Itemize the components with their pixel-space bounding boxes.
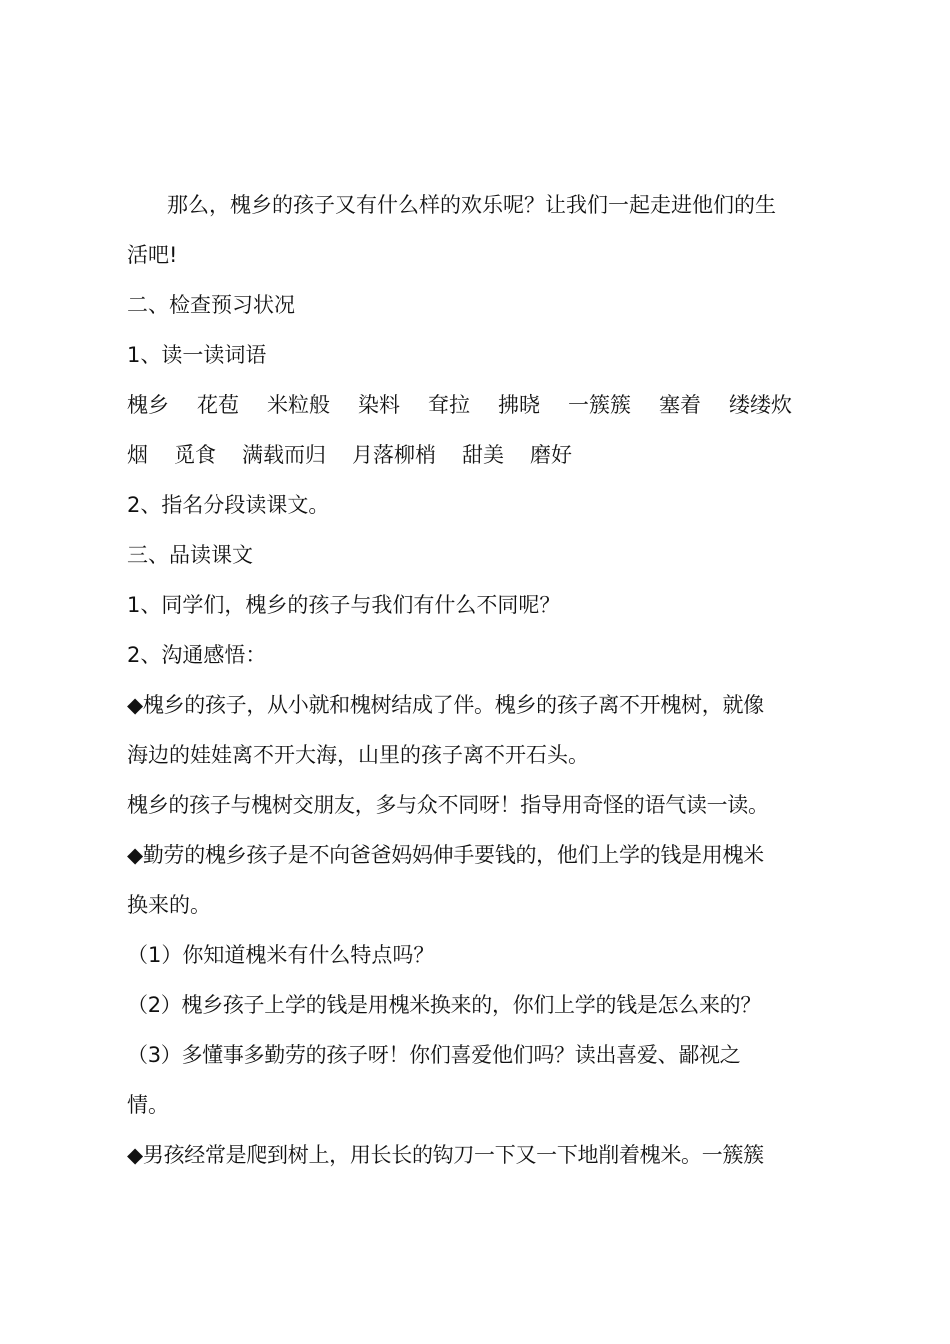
bullet-1-line-3: 槐乡的孩子与槐树交朋友，多与众不同呀！指导用奇怪的语气读一读。 bbox=[127, 793, 769, 817]
vocab-term: 月落柳梢 bbox=[352, 443, 436, 467]
paragraph-intro-line-2: 活吧! bbox=[127, 243, 178, 267]
bullet-1-line-2: 海边的娃娃离不开大海，山里的孩子离不开石头。 bbox=[127, 743, 589, 767]
sub-question-3-line-1: （3）多懂事多勤劳的孩子呀！你们喜爱他们吗？读出喜爱、鄙视之 bbox=[127, 1043, 741, 1067]
vocab-term: 花苞 bbox=[197, 393, 239, 417]
bullet-2-line-2: 换来的。 bbox=[127, 893, 211, 917]
step-1-heading: 1、读一读词语 bbox=[127, 343, 267, 367]
vocab-term: 一簇簇 bbox=[568, 393, 631, 417]
sub-question-3-line-2: 情。 bbox=[127, 1093, 169, 1117]
vocab-term: 拂晓 bbox=[498, 393, 540, 417]
vocab-term: 耷拉 bbox=[428, 393, 470, 417]
bullet-3-line-1: ◆男孩经常是爬到树上，用长长的钩刀一下又一下地削着槐米。一簇簇 bbox=[127, 1143, 764, 1167]
vocab-term: 槐乡 bbox=[127, 393, 169, 417]
vocabulary-row-2 bbox=[127, 430, 833, 480]
vocab-term: 满载而归 bbox=[242, 443, 326, 467]
section-heading-2: 二、检查预习状况 bbox=[127, 293, 295, 317]
vocab-term: 塞着 bbox=[659, 393, 701, 417]
vocabulary-row-1 bbox=[127, 380, 833, 430]
question-2: 2、沟通感悟： bbox=[127, 643, 267, 667]
bullet-1-line-1: ◆槐乡的孩子，从小就和槐树结成了伴。槐乡的孩子离不开槐树，就像 bbox=[127, 693, 764, 717]
document-body bbox=[127, 180, 833, 1180]
section-heading-3: 三、品读课文 bbox=[127, 543, 253, 567]
vocab-term: 甜美 bbox=[462, 443, 504, 467]
paragraph-intro-line-1: 那么，槐乡的孩子又有什么样的欢乐呢？让我们一起走进他们的生 bbox=[167, 193, 776, 217]
vocab-term: 磨好 bbox=[530, 443, 572, 467]
vocab-term: 米粒般 bbox=[267, 393, 330, 417]
vocab-term: 觅食 bbox=[174, 443, 216, 467]
vocab-term: 染料 bbox=[358, 393, 400, 417]
step-2-heading: 2、指名分段读课文。 bbox=[127, 493, 330, 517]
vocab-term: 缕缕炊 bbox=[729, 393, 792, 417]
sub-question-1: （1）你知道槐米有什么特点吗？ bbox=[127, 943, 435, 967]
vocab-term: 烟 bbox=[127, 443, 148, 467]
sub-question-2: （2）槐乡孩子上学的钱是用槐米换来的，你们上学的钱是怎么来的？ bbox=[127, 993, 762, 1017]
bullet-2-line-1: ◆勤劳的槐乡孩子是不向爸爸妈妈伸手要钱的，他们上学的钱是用槐米 bbox=[127, 843, 764, 867]
question-1: 1、同学们，槐乡的孩子与我们有什么不同呢？ bbox=[127, 593, 561, 617]
